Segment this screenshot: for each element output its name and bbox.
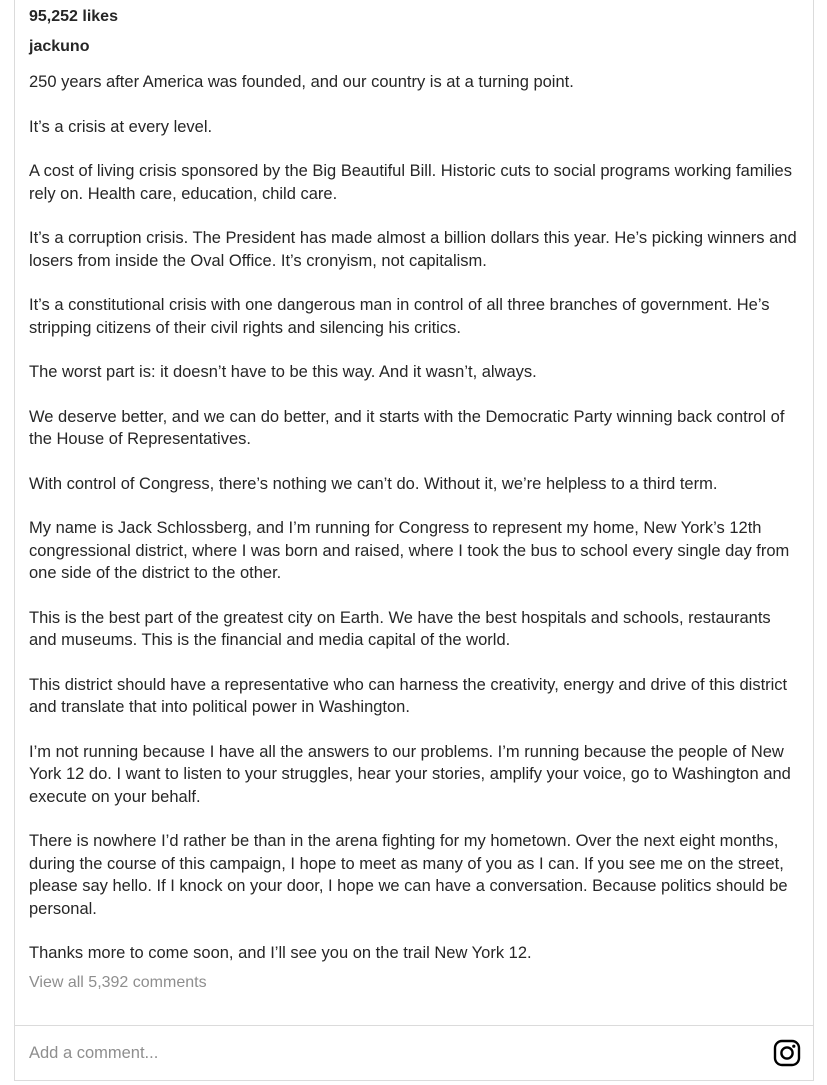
caption-paragraph: Thanks more to come soon, and I’ll see you on the trail New York 12. xyxy=(29,944,532,962)
comment-bar xyxy=(15,1025,813,1080)
caption-paragraph: We deserve better, and we can do better, and it starts with the Democratic Party winning back control of the House of Representatives. xyxy=(29,407,785,448)
post-username[interactable]: jackuno xyxy=(29,38,90,55)
caption-paragraph: A cost of living crisis sponsored by the Big Beautiful Bill. Historic cuts to social programs working families rely on. Health care, education, child care. xyxy=(29,162,792,203)
caption-paragraph: There is nowhere I’d rather be than in the arena fighting for my hometown. Over the next eight months, during the course of this campaign, I hope to meet as many of you as I can. If you see me on the street, please say hello. If I knock on your door, I hope we can have a conversation. Because politics should be personal. xyxy=(29,832,788,918)
caption-paragraph: It’s a constitutional crisis with one dangerous man in control of all three branches of government. He’s stripping citizens of their civil rights and silencing his critics. xyxy=(29,296,770,337)
post-content xyxy=(15,0,813,994)
caption-paragraph: This district should have a representative who can harness the creativity, energy and drive of this district and translate that into political power in Washington. xyxy=(29,675,788,716)
instagram-icon-glyph xyxy=(773,1039,801,1067)
likes-count[interactable]: 95,252 likes xyxy=(29,8,118,25)
caption-paragraph: My name is Jack Schlossberg, and I’m running for Congress to represent my home, New York’s 12th congressional district, where I was born and raised, where I took the bus to school every single day from one side of the district to the other. xyxy=(29,519,790,582)
caption-paragraph: It’s a corruption crisis. The President has made almost a billion dollars this year. He’s picking winners and losers from inside the Oval Office. It’s cronyism, not capitalism. xyxy=(29,229,797,270)
caption-paragraph: It’s a crisis at every level. xyxy=(29,117,213,136)
comment-input[interactable] xyxy=(29,1044,773,1063)
instagram-icon[interactable] xyxy=(773,1039,801,1067)
post-caption xyxy=(29,71,799,965)
caption-paragraph: 250 years after America was founded, and our country is at a turning point. xyxy=(29,73,574,91)
post-card xyxy=(14,0,814,1081)
caption-paragraph: I’m not running because I have all the answers to our problems. I’m running because the people of New York 12 do. I want to listen to your struggles, hear your stories, amplify your voice, go to Washington and execute on your behalf. xyxy=(29,742,791,806)
caption-paragraph: With control of Congress, there’s nothing we can’t do. Without it, we’re helpless to a third term. xyxy=(29,474,718,493)
view-all-comments-link[interactable]: View all 5,392 comments xyxy=(29,973,207,991)
caption-paragraph: This is the best part of the greatest city on Earth. We have the best hospitals and schools, restaurants and museums. This is the financial and media capital of the world. xyxy=(29,608,771,649)
caption-paragraph: The worst part is: it doesn’t have to be this way. And it wasn’t, always. xyxy=(29,363,537,381)
